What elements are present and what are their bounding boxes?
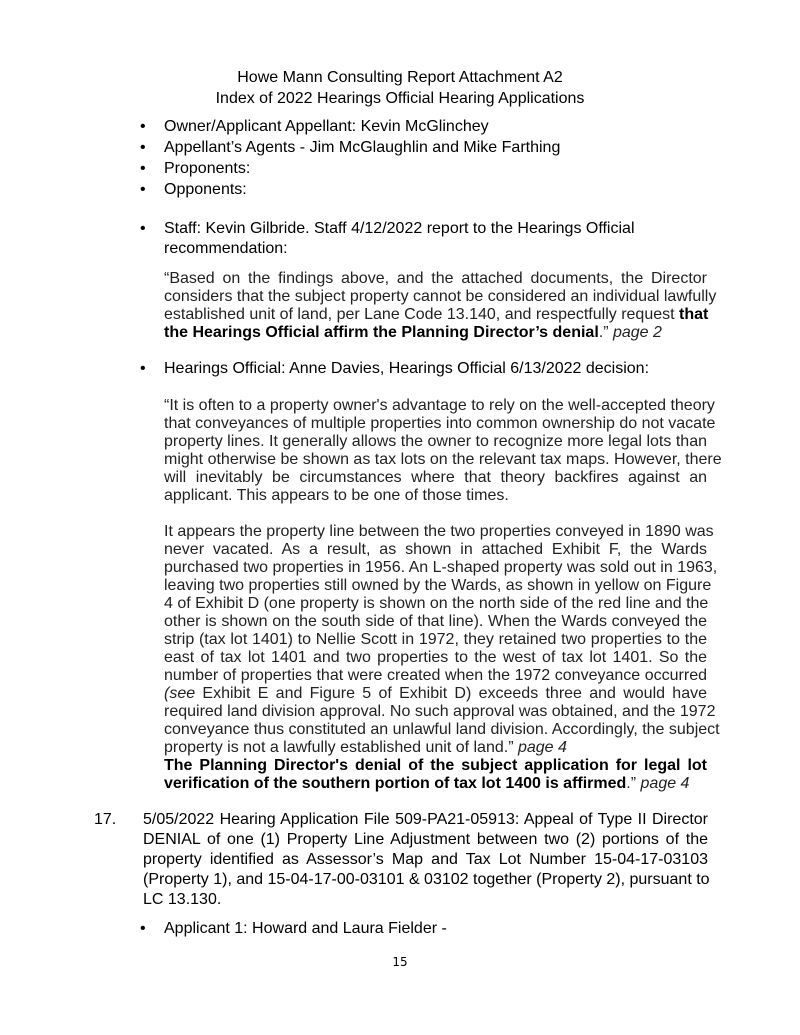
bullet-icon: • <box>140 220 146 237</box>
bullet-icon: • <box>140 139 146 156</box>
hearings-quote-para-2: It appears the property line between the two properties conveyed in 1890 was never vacated. As a result, as shown in attached Exhibit F, the Wards purchased two properties in 1956. An L-shaped property was sold out in 1963, leaving two properties still owned by the Wards, as shown in yellow on Figure 4 of Exhibit D (one property is shown on the north side of the red line and the other is shown on the south side of that line). When the Wards conveyed the strip (tax lot 1401) to Nellie Scott in 1972, they retained two properties to the east of tax lot 1401 and two properties to the west of tax lot 1401. So the number of properties that were created when the 1972 conveyance occurred (see Exhibit E and Figure 5 of Exhibit D) exceeds three and would have required land division approval. No such approval was obtained, and the 1972 conveyance thus constituted an unlawful land division. Accordingly, the subject property is not a lawfully established unit of land.” page 4 The Planning Director's denial of the subject application for legal lot verification of the southern portion of tax lot 1400 is affirmed.” page 4 <box>164 523 720 792</box>
hearings-quote-para-1: “It is often to a property owner's advantage to rely on the well-accepted theory that conveyances of multiple properties into common ownership do not vacate property lines. It generally allows the owner to recognize more legal lots than might otherwise be shown as tax lots on the relevant tax maps. However, there will inevitably be circumstances where that theory backfires against an applicant. This appears to be one of those times. <box>164 397 722 504</box>
header-line-1: Howe Mann Consulting Report Attachment A2 <box>237 69 563 86</box>
page-number: 15 <box>392 955 408 969</box>
bullet-icon: • <box>140 181 146 198</box>
item-17-text: 5/05/2022 Hearing Application File 509-PA21-05913: Appeal of Type II Director DENIAL of one (1) Property Line Adjustment between two (2) portions of the property identified as Assessor’s Map and Tax Lot Number 15-04-17-03103 (Property 1), and 15-04-17-00-03101 & 03102 together (Property 2), pursuant to LC 13.130. <box>143 811 710 908</box>
bullet-icon: • <box>140 360 146 377</box>
document-page: Howe Mann Consulting Report Attachment A2 Index of 2022 Hearings Official Hearing Applications • Owner/Applicant Appellant: Kevin McGlinchey • Appellant’s Agents - Jim McGlaughlin and Mike Farthing • Proponents: • Opponents: • Staff: Kevin Gilbride. Staff 4/12/2022 report to the Hearings Official recommendation: “Based on the findings above, and the attached documents, the Director considers that the subject property cannot be considered an individual lawfully established unit of land, per Lane Code 13.140, and respectfully request that the Hearings Official affirm the Planning Director’s denial.” page 2 • Hearings Official: Anne Davies, Hearings Official 6/13/2022 decision: “It is often to a property owner's advantage to rely on the well-accepted theory that conveyances of multiple properties into common ownership do not vacate property lines. It generally allows the owner to recognize more legal lots than might otherwise be shown as tax lots on the relevant tax maps. However, there will inevitably be circumstances where that theory backfires against an applicant. This appears to be one of those times. It appears the property line between the two properties conveyed in 1890 was never vacated. As a result, as shown in attached Exhibit F, the Wards purchased two properties in 1956. An L-shaped property was sold out in 1963, leaving two properties still owned by the Wards, as shown in yellow on Figure 4 of Exhibit D (one property is shown on the north side of the red line and the other is shown on the south side of that line). When the Wards conveyed the strip (tax lot 1401) to Nellie Scott in 1972, they retained two properties to the east of tax lot 1401 and two properties to the west of tax lot 1401. So the number of properties that were created when the 1972 conveyance occurred (see Exhibit E and Figure 5 of Exhibit D) exceeds three and would have required land division approval. No such approval was obtained, and the 1972 conveyance thus constituted an unlawful land division. Accordingly, the subject property is not a lawfully established unit of land.” page 4 The Planning Director's denial of the subject application for legal lot verification of the southern portion of tax lot 1400 is affirmed.” page 4 17. 5/05/2022 Hearing Application File 509-PA21-05913: Appeal of Type II Director DENIAL of one (1) Property Line Adjustment between two (2) portions of the property identified as Assessor’s Map and Tax Lot Number 15-04-17-03103 (Property 1), and 15-04-17-00-03101 & 03102 together (Property 2), pursuant to LC 13.130. • Applicant 1: Howard and Laura Fielder - 15 <box>0 0 800 1035</box>
bullet-icon: • <box>140 160 146 177</box>
bullet-icon: • <box>140 118 146 135</box>
header-line-2: Index of 2022 Hearings Official Hearing Applications <box>215 90 585 107</box>
bullet-icon: • <box>140 920 146 937</box>
item-number: 17. <box>94 811 117 828</box>
staff-quote: “Based on the findings above, and the attached documents, the Director considers that the subject property cannot be considered an individual lawfully established unit of land, per Lane Code 13.140, and respectfully request that the Hearings Official affirm the Planning Director’s denial.” page 2 <box>164 270 717 341</box>
staff-item-cont: recommendation: <box>164 240 288 257</box>
page-header <box>0 67 800 109</box>
